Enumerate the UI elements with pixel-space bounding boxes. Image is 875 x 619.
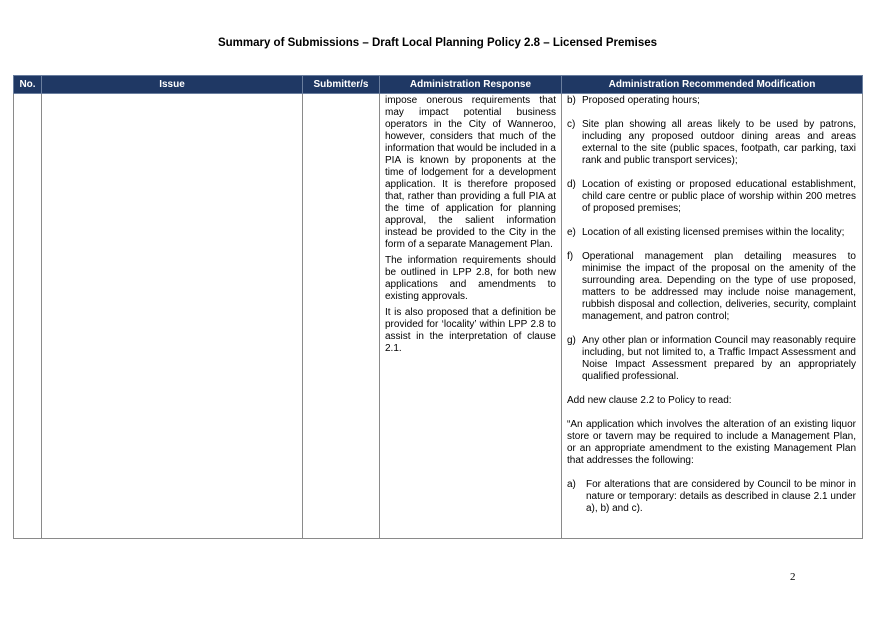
response-paragraph: The information requirements should be outlined in LPP 2.8, for both new applications and amendments to existing approvals.: [385, 255, 556, 302]
document-title: Summary of Submissions – Draft Local Planning Policy 2.8 – Licensed Premises: [217, 37, 658, 49]
list-item: [567, 95, 856, 107]
page-number: 2: [790, 571, 796, 583]
list-item-text: Location of existing or proposed educational establishment, child care centre or public place of worship within 200 metres of proposed premises;: [582, 179, 856, 214]
list-item: [567, 251, 856, 323]
list-item-label: e): [567, 227, 576, 238]
list-item-label: d): [567, 179, 576, 190]
list-item: [567, 227, 856, 239]
response-paragraph: It is also proposed that a definition be provided for ‘locality’ within LPP 2.8 to assist in the interpretation of clause 2.1.: [385, 307, 556, 354]
list-item-label: c): [567, 119, 576, 130]
list-item: [567, 479, 856, 515]
list-item: [567, 335, 856, 383]
header-no: No.: [14, 76, 42, 94]
cell-no: [14, 94, 42, 539]
header-admin-response: Administration Response: [380, 76, 562, 94]
table-row: [14, 94, 863, 539]
cell-admin-response: [380, 94, 562, 539]
cell-admin-modification: [562, 94, 863, 539]
table-header-row: [14, 76, 863, 94]
list-item-label: b): [567, 95, 576, 106]
list-item-text: Any other plan or information Council may reasonably require including, but not limited to, a Traffic Impact Assessment and Noise Impact Assessment prepared by an appropriately qualified professional.: [582, 335, 856, 382]
response-paragraph: impose onerous requirements that may impact potential business operators in the City of Wanneroo, however, considers that much of the information that would be included in a PIA is known by proponents at the time of lodgement for a development application. It is therefore proposed that, rather than providing a full PIA at the time of application for planning approval, the salient information instead be provided to the City in the form of a separate Management Plan.: [385, 95, 556, 250]
list-item-text: Site plan showing all areas likely to be used by patrons, including any proposed outdoor dining areas and areas external to the site (public spaces, footpath, car parking, taxi rank and public transport services);: [582, 119, 856, 166]
quoted-clause-text: “An application which involves the alteration of an existing liquor store or tavern may be required to include a Management Plan, or an appropriate amendment to the existing Management Plan that addresses the following:: [567, 419, 856, 466]
cell-issue: [42, 94, 303, 539]
header-submitters: Submitter/s: [303, 76, 380, 94]
list-item: [567, 119, 856, 167]
list-item-text: For alterations that are considered by Council to be minor in nature or temporary: details as described in clause 2.1 under a), b) and c).: [586, 479, 856, 514]
list-item-label: a): [567, 479, 576, 490]
new-clause-text: Add new clause 2.2 to Policy to read:: [567, 395, 732, 406]
submissions-table: [13, 75, 863, 539]
list-item-text: Proposed operating hours;: [582, 95, 700, 106]
list-item-text: Operational management plan detailing measures to minimise the impact of the proposal on the amenity of the surrounding area. Depending on the type of use proposed, matters to be addressed may include noise management, rubbish disposal and collection, deliveries, security, complaint management, and patron control;: [582, 251, 856, 322]
list-item-label: g): [567, 335, 576, 346]
list-item-label: f): [567, 251, 574, 262]
list-item: [567, 179, 856, 215]
header-admin-modification: Administration Recommended Modification: [562, 76, 863, 94]
header-issue: Issue: [42, 76, 303, 94]
cell-submitters: [303, 94, 380, 539]
list-item-text: Location of all existing licensed premises within the locality;: [582, 227, 845, 238]
